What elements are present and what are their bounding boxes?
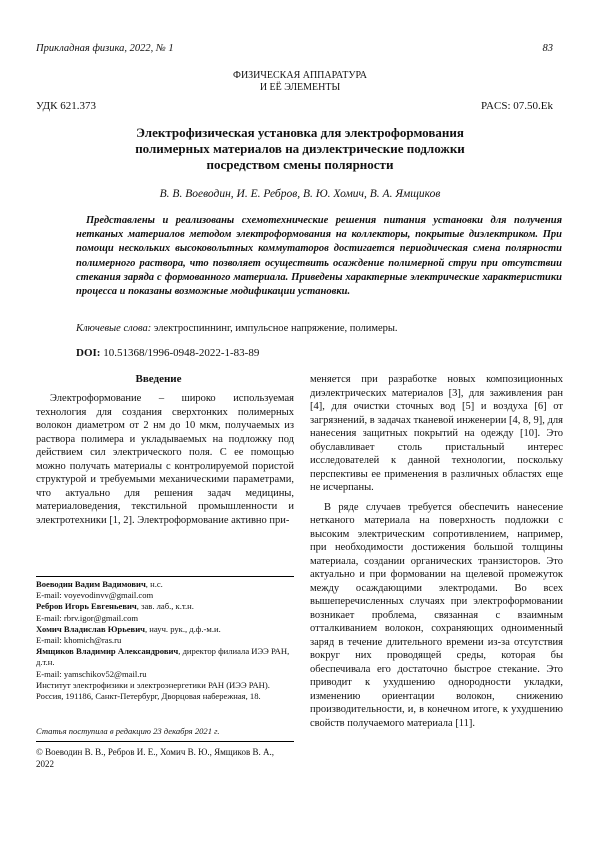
authors: В. В. Воеводин, И. Е. Ребров, В. Ю. Хомич, В. А. Ямщиков [159, 188, 441, 200]
author-2 [36, 601, 294, 612]
keywords-label: Ключевые слова: [76, 323, 152, 334]
author-1-role: , н.с. [145, 579, 163, 589]
keywords-list: электроспиннинг, импульсное напряжение, полимеры. [151, 323, 398, 334]
author-4-email: E-mail: yamschikov52@mail.ru [36, 668, 147, 679]
section-heading-line2: И ЕЁ ЭЛЕМЕНТЫ [259, 82, 341, 93]
page-number: 83 [542, 43, 553, 54]
doi-value: 10.51368/1996-0948-2022-1-83-89 [100, 347, 260, 359]
title-line-1: Электрофизическая установка для электроформования [136, 125, 464, 140]
right-paragraph-1: меняется при разработке новых композиционных диэлектрических материалов [3], для заживления ран [4], для очистки сточных вод [5] и воздуха [6] от загрязнений, в задачах тканевой инженерии [4, 8, 9], для нанесения защитных покрытий на одежду [10]. Это обуславливает столь пристальный интерес исследователей к данной технологии, поскольку перспективы ее применения в различных областях еще не исчерпаны. [310, 374, 563, 493]
author-4 [36, 646, 294, 668]
section-heading-line1: ФИЗИЧЕСКАЯ АППАРАТУРА [233, 70, 367, 81]
intro-right-column [310, 373, 563, 730]
author-4-role: , директор филиала ИЭЭ РАН, д.т.н. [36, 646, 290, 668]
journal-title: Прикладная физика, 2022, № 1 [36, 43, 174, 54]
author-3 [36, 624, 294, 635]
author-1 [36, 579, 294, 590]
abstract: Представлены и реализованы схемотехнические решения питания установки для получения нетканых материалов методом электроформования на коллекторы, покрытые диэлектриком. При помощи нескольких высоковольтных коммутаторов достигается периодическая смена полярности полимерного раствора, что позволяет осуществить осаждение полимерной струи при отсутствии стекания заряда с формованного материала. Приведены характерные электрические характеристики процесса и показаны возможные модификации установки. [76, 215, 562, 298]
pacs-code: PACS: 07.50.Ek [480, 100, 553, 112]
author-4-name: Ямщиков Владимир Александрович [36, 646, 179, 657]
intro-left-column: Электроформование – широко используемая технология для создания сверхтонких полимерных волокон диаметром от 2 нм до 10 мкм, получаемых из раствора полимера и укладываемых на подложку под действием сил электрического поля. С ее помощью можно получать материалы с контролируемой пористой структурой и требуемыми механическими параметрами, что актуально для решения задач медицины, материаловедения, текстильной промышленности и электротехники [1, 2]. Электроформование активно при- [36, 393, 294, 526]
author-3-email: E-mail: khomich@ras.ru [36, 635, 122, 646]
title-line-3: посредством смены полярности [206, 157, 394, 172]
footnote-divider [36, 576, 294, 577]
institute: Институт электрофизики и электроэнергетики РАН (ИЭЭ РАН). [36, 679, 270, 690]
copyright-divider [36, 741, 294, 742]
author-2-role: , зав. лаб., к.т.н. [136, 601, 194, 612]
received-date: Статья поступила в редакцию 23 декабря 2021 г. [36, 726, 220, 736]
author-footnote [36, 579, 294, 702]
keywords [76, 323, 562, 334]
right-paragraph-2: В ряде случаев требуется обеспечить нанесение нетканого материала на поверхность подложки с высоким электрическим сопротивлением, например, при необходимости достижения большой толщины материала, создании органических транзисторов. Это актуально и при формовании на щелевой промежуток между осаждающими электродами. Во всех вышеперечисленных случаях при электроформовании возникает проблема, связанная с взаимным отталкиванием волокон, сохраняющих одноименный заряд в течение длительного времени из-за отсутствия вокруг них проводящей среды, которая бы обеспечивала его достаточно быстрое стекание. Это приводит к ухудшению однородности укладки, изменению ориентации волокон, снижению производительности, и, в конечном итоге, к ухудшению свойств получаемого материала [11]. [310, 501, 563, 729]
author-1-email: E-mail: voyevodinvv@gmail.com [36, 590, 154, 601]
udc-code: УДК 621.373 [36, 100, 97, 112]
intro-heading: Введение [135, 373, 182, 385]
address: Россия, 191186, Санкт-Петербург, Дворцовая набережная, 18. [36, 691, 261, 702]
author-3-name: Хомич Владислав Юрьевич [36, 623, 145, 634]
author-2-email: E-mail: rbrv.igor@gmail.com [36, 612, 139, 623]
doi-label: DOI: [76, 347, 101, 359]
section-heading [0, 70, 600, 94]
copyright: © Воеводин В. В., Ребров И. Е., Хомич В. Ю., Ямщиков В. А., 2022 [36, 747, 274, 769]
author-2-name: Ребров Игорь Евгеньевич [36, 601, 137, 612]
author-3-role: , науч. рук., д.ф.-м.и. [145, 623, 221, 634]
doi [76, 347, 259, 359]
article-title [60, 125, 540, 173]
author-1-name: Воеводин Вадим Вадимович [36, 579, 146, 589]
title-line-2: полимерных материалов на диэлектрические подложки [135, 141, 465, 156]
